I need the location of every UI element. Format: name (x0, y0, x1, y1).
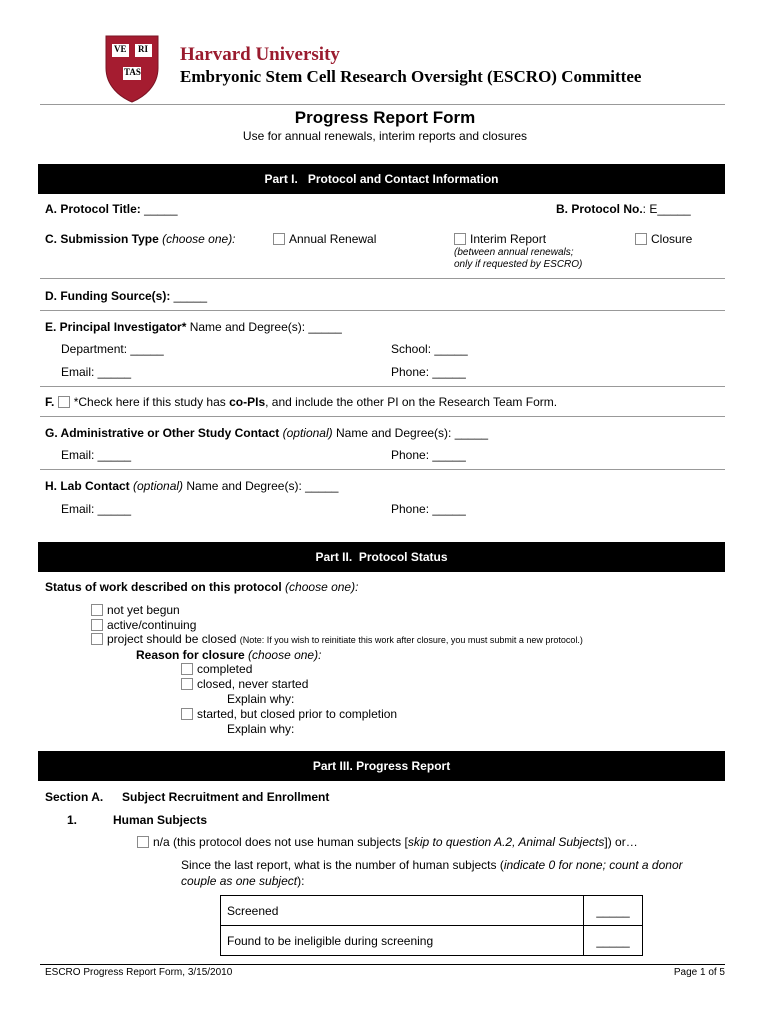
checkbox-icon[interactable] (91, 633, 103, 645)
divider (40, 416, 725, 417)
pi-email-field[interactable]: Email: _____ (61, 365, 132, 379)
status-not-yet-begun[interactable]: not yet begun (91, 603, 180, 617)
section-a-title: Subject Recruitment and Enrollment (122, 790, 330, 804)
shield-text-ri: RI (138, 44, 149, 54)
interim-note-2: only if requested by ESCRO) (454, 259, 583, 270)
funding-source-field[interactable]: D. Funding Source(s): _____ (45, 289, 208, 303)
shield-text-tas: TAS (124, 67, 141, 77)
part3-header: Part III. Progress Report (38, 751, 725, 781)
pi-school-field[interactable]: School: _____ (391, 342, 468, 356)
item1-number: 1. (67, 813, 78, 827)
checkbox-icon[interactable] (91, 604, 103, 616)
checkbox-icon[interactable] (137, 836, 149, 848)
pi-name-field[interactable]: E. Principal Investigator* Name and Degree(s): _____ (45, 320, 342, 334)
lab-phone-field[interactable]: Phone: _____ (391, 502, 466, 516)
protocol-number-label: B. Protocol No. (556, 202, 643, 216)
interim-note-1: (between annual renewals; (454, 247, 574, 258)
admin-email-field[interactable]: Email: _____ (61, 448, 132, 462)
checkbox-interim-report[interactable]: Interim Report (454, 232, 546, 246)
checkbox-icon[interactable] (181, 678, 193, 690)
shield-text-ve: VE (114, 44, 127, 54)
protocol-number-field[interactable] (556, 202, 691, 216)
checkbox-co-pi[interactable] (58, 396, 70, 408)
since-last-report-text: Since the last report, what is the number of human subjects (indicate 0 for none; count a donor couple as one subject): (181, 858, 683, 888)
footer-page-number: Page 1 of 5 (673, 967, 725, 978)
row-value-screened[interactable]: _____ (584, 896, 643, 926)
divider (40, 310, 725, 311)
admin-contact-field[interactable]: G. Administrative or Other Study Contact (optional) Name and Degree(s): _____ (45, 426, 489, 440)
human-subjects-table (220, 895, 643, 956)
table-row (221, 926, 643, 956)
lab-email-field[interactable]: Email: _____ (61, 502, 132, 516)
explain-why-2[interactable]: Explain why: (227, 722, 295, 736)
na-human-subjects[interactable]: n/a (this protocol does not use human subjects [skip to question A.2, Animal Subjects]) or… (137, 835, 638, 849)
divider (40, 469, 725, 470)
protocol-title-label: A. Protocol Title: (45, 202, 141, 216)
co-pi-row[interactable]: F. *Check here if this study has co-PIs, and include the other PI on the Research Team Form. (45, 395, 558, 409)
university-name: Harvard University (180, 44, 340, 65)
submission-type-label: C. Submission Type (choose one): (45, 232, 236, 246)
pi-department-field[interactable]: Department: _____ (61, 342, 164, 356)
pi-phone-field[interactable]: Phone: _____ (391, 365, 466, 379)
part1-header: Part I. Protocol and Contact Information (38, 164, 725, 194)
item1-title: Human Subjects (113, 813, 208, 827)
reason-closed-prior[interactable]: started, but closed prior to completion (181, 707, 397, 721)
reason-completed[interactable]: completed (181, 662, 252, 676)
admin-phone-field[interactable]: Phone: _____ (391, 448, 466, 462)
row-value-ineligible[interactable]: _____ (584, 926, 643, 956)
reason-label: Reason for closure (choose one): (136, 648, 322, 662)
harvard-shield-logo (104, 34, 160, 104)
form-title: Progress Report Form (294, 108, 476, 127)
footer-left: ESCRO Progress Report Form, 3/15/2010 (45, 967, 233, 978)
checkbox-icon[interactable] (181, 708, 193, 720)
lab-contact-field[interactable]: H. Lab Contact (optional) Name and Degree(s): _____ (45, 479, 339, 493)
row-label-screened: Screened (221, 896, 584, 926)
divider (40, 386, 725, 387)
table-row (221, 896, 643, 926)
committee-name: Embryonic Stem Cell Research Oversight (ESCRO) Committee (180, 67, 642, 86)
checkbox-closure[interactable]: Closure (635, 232, 692, 246)
form-subtitle: Use for annual renewals, interim reports and closures (242, 129, 528, 143)
explain-why-1[interactable]: Explain why: (227, 692, 295, 706)
checkbox-icon[interactable] (273, 233, 285, 245)
checkbox-annual-renewal[interactable]: Annual Renewal (273, 232, 376, 246)
checkbox-icon[interactable] (635, 233, 647, 245)
header-divider (40, 104, 725, 105)
protocol-number-value: : E_____ (642, 202, 691, 216)
protocol-title-field[interactable] (45, 202, 178, 216)
checkbox-icon[interactable] (181, 663, 193, 675)
reason-never-started[interactable]: closed, never started (181, 677, 308, 691)
row-label-ineligible: Found to be ineligible during screening (221, 926, 584, 956)
status-active[interactable]: active/continuing (91, 618, 196, 632)
status-label: Status of work described on this protocol (choose one): (45, 580, 359, 594)
footer-divider (40, 964, 725, 965)
divider (40, 278, 725, 279)
protocol-title-value: _____ (144, 202, 178, 216)
status-closed[interactable]: project should be closed (Note: If you wish to reinitiate this work after closure, you must submit a new protocol.) (91, 632, 583, 646)
part2-header: Part II. Protocol Status (38, 542, 725, 572)
checkbox-icon[interactable] (454, 233, 466, 245)
section-a-label: Section A. (45, 790, 104, 804)
checkbox-icon[interactable] (91, 619, 103, 631)
